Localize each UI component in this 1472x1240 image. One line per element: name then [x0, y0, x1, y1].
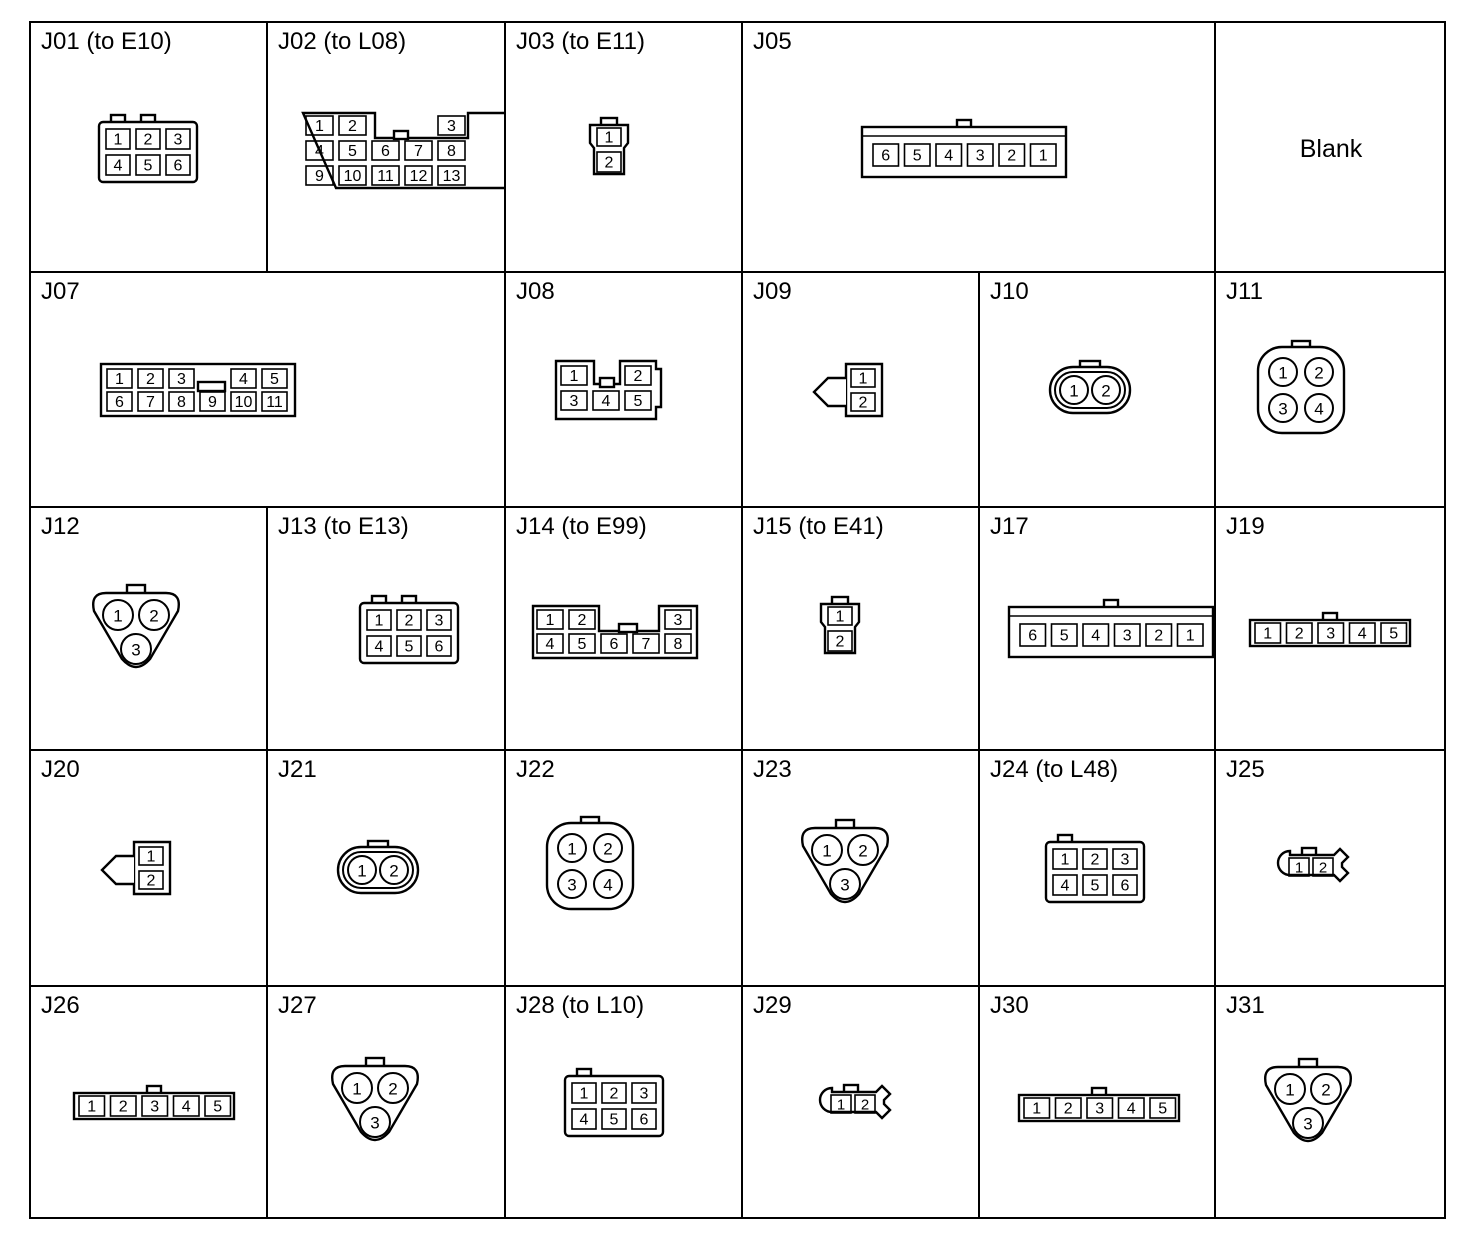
connector-housing — [547, 823, 633, 909]
connector-symbol — [360, 596, 458, 663]
pin-number: 1 — [822, 841, 832, 861]
pin-number: 2 — [609, 1085, 619, 1103]
connector-label: J31 — [1226, 992, 1265, 1019]
pin-number: 1 — [146, 848, 156, 866]
connector-label: J05 — [753, 28, 792, 55]
pin-number: 4 — [374, 638, 384, 656]
pin-number: 5 — [609, 1111, 619, 1129]
connector-label: J14 (to E99) — [516, 513, 647, 540]
pin-number: 3 — [1120, 851, 1130, 869]
pin-number: 10 — [234, 394, 253, 411]
connector-cell-j31 — [1215, 986, 1445, 1218]
pin-number: 5 — [213, 1098, 223, 1116]
connector-housing — [1258, 347, 1344, 433]
connector-cell-j22 — [505, 750, 742, 986]
connector-cell-j11 — [1215, 272, 1445, 507]
pin-number: 10 — [343, 168, 362, 185]
connector-cell-j21 — [267, 750, 505, 986]
connector-symbol — [1050, 361, 1130, 413]
pin-number: 2 — [118, 1098, 128, 1116]
latch — [394, 131, 408, 139]
pin-number: 5 — [348, 143, 357, 160]
pin-number: 1 — [315, 118, 324, 135]
pin-number: 2 — [1318, 859, 1328, 877]
pin-number: 5 — [633, 393, 643, 410]
connector-cell-j29 — [742, 986, 979, 1218]
pin-number: 3 — [1303, 1114, 1313, 1134]
connector-label: J21 — [278, 756, 317, 783]
connector-cell-j15 — [742, 507, 979, 750]
pin-number: 3 — [1326, 625, 1336, 643]
pin-number: 8 — [673, 636, 683, 653]
pin-number: 6 — [881, 147, 891, 165]
connector-cell-j26 — [30, 986, 267, 1218]
connector-cell-j12 — [30, 507, 267, 750]
connector-label: J17 — [990, 513, 1029, 540]
connector-symbol — [821, 597, 859, 653]
pin-number: 2 — [404, 612, 414, 630]
pin-number: 2 — [858, 394, 868, 412]
pin-number: 11 — [377, 168, 394, 185]
pin-number: 7 — [641, 636, 651, 653]
pin-number: 3 — [567, 875, 577, 895]
pin-number: 3 — [673, 612, 683, 629]
pin-number: 3 — [1095, 1100, 1105, 1118]
pin-number: 2 — [1314, 363, 1324, 383]
pin-number: 6 — [434, 638, 444, 656]
pin-number: 5 — [1389, 625, 1399, 643]
pin-number: 3 — [150, 1098, 160, 1116]
pin-number: 4 — [113, 157, 123, 175]
connector-cell-j01 — [30, 22, 267, 272]
pin-number: 5 — [404, 638, 414, 656]
connector-symbol — [101, 364, 295, 416]
pin-number: 4 — [239, 371, 248, 388]
pin-number: 1 — [1278, 363, 1288, 383]
pin-number: 11 — [266, 394, 283, 411]
pin-number: 6 — [115, 394, 124, 411]
pin-number: 3 — [1122, 627, 1132, 645]
pin-number: 3 — [840, 875, 850, 895]
pin-number: 4 — [181, 1098, 191, 1116]
connector-label: J01 (to E10) — [41, 28, 172, 55]
pin-number: 1 — [1060, 851, 1070, 869]
connector-label: J24 (to L48) — [990, 756, 1119, 783]
pin-number: 2 — [604, 154, 614, 172]
connector-symbol — [99, 115, 197, 182]
connector-label: J26 — [41, 992, 80, 1019]
pin-number: 3 — [639, 1085, 649, 1103]
pin-number: 1 — [1294, 859, 1304, 877]
pin-number: 2 — [633, 368, 643, 385]
pin-number: 6 — [381, 143, 390, 160]
connector-symbol — [820, 1085, 890, 1118]
connector-cell-j14 — [505, 507, 742, 750]
connector-housing — [1009, 607, 1213, 657]
pin-number: 1 — [1038, 147, 1048, 165]
connector-cell-j09 — [742, 272, 979, 507]
pin-number: 2 — [577, 612, 587, 629]
pin-number: 1 — [1263, 625, 1273, 643]
pin-number: 1 — [545, 612, 555, 629]
pin-number: 4 — [944, 147, 954, 165]
pin-number: 1 — [1069, 381, 1079, 401]
connector-housing — [338, 847, 418, 893]
pin-number: 4 — [545, 636, 555, 653]
pin-number: 4 — [1357, 625, 1367, 643]
pin-number: 6 — [173, 157, 183, 175]
pin-number: 3 — [447, 118, 456, 135]
pin-number: 6 — [639, 1111, 649, 1129]
connector-label: J10 — [990, 278, 1029, 305]
pin-number: 6 — [1120, 877, 1130, 895]
pin-number: 2 — [1101, 381, 1111, 401]
pin-number: 8 — [177, 394, 186, 411]
pin-number: 7 — [146, 394, 155, 411]
pin-number: 2 — [1063, 1100, 1073, 1118]
pin-number: 1 — [113, 606, 123, 626]
connector-label: J22 — [516, 756, 555, 783]
pin-number: 5 — [912, 147, 922, 165]
pin-number: 6 — [609, 636, 619, 653]
connector-cell-j10 — [979, 272, 1215, 507]
connector-cell-j30 — [979, 986, 1215, 1218]
connector-symbol — [1258, 341, 1344, 433]
connector-label: J19 — [1226, 513, 1265, 540]
latch — [198, 382, 225, 391]
pin-number: 2 — [860, 1096, 870, 1114]
pin-number: 1 — [1185, 627, 1195, 645]
connector-label: J02 (to L08) — [278, 28, 407, 55]
pin-number: 8 — [447, 143, 456, 160]
cell-border — [742, 507, 979, 750]
pin-number: 7 — [414, 143, 423, 160]
pin-number: 5 — [1090, 877, 1100, 895]
connector-symbol — [338, 841, 418, 893]
pin-number: 2 — [1090, 851, 1100, 869]
latch — [600, 378, 614, 387]
connector-label: J03 (to E11) — [516, 28, 645, 55]
connector-label: J30 — [990, 992, 1029, 1019]
pin-number: 1 — [374, 612, 384, 630]
pin-number: 2 — [389, 861, 399, 881]
connector-symbol — [565, 1069, 663, 1136]
pin-number: 3 — [975, 147, 985, 165]
pin-number: 3 — [434, 612, 444, 630]
pin-number: 1 — [357, 861, 367, 881]
pin-number: 4 — [601, 393, 611, 410]
pin-number: 1 — [115, 371, 124, 388]
pin-number: 5 — [1059, 627, 1069, 645]
connector-cell-j17 — [979, 507, 1215, 750]
pin-number: 1 — [835, 608, 845, 626]
pin-number: 2 — [858, 841, 868, 861]
pin-number: 6 — [1028, 627, 1038, 645]
pin-number: 5 — [143, 157, 153, 175]
connector-cell-j24 — [979, 750, 1215, 986]
blank-text: Blank — [1299, 135, 1363, 163]
connector-cell-j05 — [742, 22, 1215, 272]
pin-number: 3 — [131, 640, 141, 660]
pin-number: 2 — [146, 872, 156, 890]
connector-label: J20 — [41, 756, 80, 783]
pin-number: 3 — [1278, 399, 1288, 419]
pin-number: 1 — [567, 839, 577, 859]
pin-number: 12 — [409, 168, 428, 185]
pin-number: 2 — [603, 839, 613, 859]
connector-cell-j25 — [1215, 750, 1445, 986]
pin-number: 1 — [87, 1098, 97, 1116]
pin-number: 2 — [1321, 1080, 1331, 1100]
connector-symbol — [1300, 135, 1363, 163]
connector-label: J29 — [753, 992, 792, 1019]
connector-symbol — [1046, 835, 1144, 902]
pin-number: 2 — [149, 606, 159, 626]
connector-symbol — [862, 120, 1066, 177]
pin-number: 2 — [835, 633, 845, 651]
connector-cell-j20 — [30, 750, 267, 986]
pin-number: 9 — [208, 394, 217, 411]
pin-number: 5 — [270, 371, 279, 388]
pin-number: 2 — [388, 1079, 398, 1099]
pin-number: 4 — [579, 1111, 589, 1129]
pin-number: 1 — [113, 131, 123, 149]
connector-label: J12 — [41, 513, 80, 540]
pin-number: 3 — [177, 371, 186, 388]
pin-number: 2 — [1294, 625, 1304, 643]
pin-number: 1 — [836, 1096, 846, 1114]
pin-number: 5 — [1158, 1100, 1168, 1118]
connector-label: J27 — [278, 992, 317, 1019]
connector-cell-j27 — [267, 986, 505, 1218]
pin-number: 4 — [1314, 399, 1324, 419]
pin-number: 1 — [352, 1079, 362, 1099]
connector-cell-j08 — [505, 272, 742, 507]
connector-cell-j23 — [742, 750, 979, 986]
connector-label: J23 — [753, 756, 792, 783]
connector-housing — [862, 127, 1066, 177]
connector-cell-j28 — [505, 986, 742, 1218]
connector-symbol — [547, 817, 633, 909]
pin-number: 3 — [173, 131, 183, 149]
pin-number: 1 — [1285, 1080, 1295, 1100]
pin-number: 3 — [569, 393, 579, 410]
pin-number: 2 — [1154, 627, 1164, 645]
pin-number: 4 — [1126, 1100, 1136, 1118]
connector-label: J25 — [1226, 756, 1265, 783]
latch — [619, 624, 637, 632]
connector-cell-blank — [1215, 22, 1445, 272]
pin-number: 9 — [315, 168, 324, 185]
connector-housing — [1050, 367, 1130, 413]
pin-number: 4 — [1060, 877, 1070, 895]
connector-cell-j13 — [267, 507, 505, 750]
pin-number: 2 — [146, 371, 155, 388]
connector-label: J11 — [1226, 278, 1263, 305]
connector-label: J13 (to E13) — [278, 513, 409, 540]
connector-label: J09 — [753, 278, 792, 305]
connector-symbol — [1278, 848, 1348, 881]
pin-number: 2 — [143, 131, 153, 149]
pin-number: 2 — [348, 118, 357, 135]
pin-number: 1 — [604, 129, 614, 147]
connector-label: J08 — [516, 278, 555, 305]
pin-number: 1 — [1032, 1100, 1042, 1118]
connector-label: J15 (to E41) — [753, 513, 884, 540]
pin-number: 2 — [1007, 147, 1017, 165]
pin-number: 4 — [603, 875, 613, 895]
pin-number: 1 — [569, 368, 579, 385]
pin-number: 4 — [1091, 627, 1101, 645]
pin-number: 3 — [370, 1113, 380, 1133]
connector-cell-j02 — [267, 22, 507, 272]
pin-number: 5 — [577, 636, 587, 653]
connector-label: J07 — [41, 278, 80, 305]
pin-number: 1 — [858, 370, 868, 388]
connector-label: J28 (to L10) — [516, 992, 645, 1019]
connector-symbol — [1009, 600, 1213, 657]
connector-cell-j07 — [30, 272, 505, 507]
connector-symbol — [590, 118, 628, 174]
connector-cell-j19 — [1215, 507, 1445, 750]
pin-number: 13 — [442, 168, 461, 185]
connector-cell-j03 — [505, 22, 742, 272]
pin-number: 4 — [315, 143, 324, 160]
pin-number: 1 — [579, 1085, 589, 1103]
